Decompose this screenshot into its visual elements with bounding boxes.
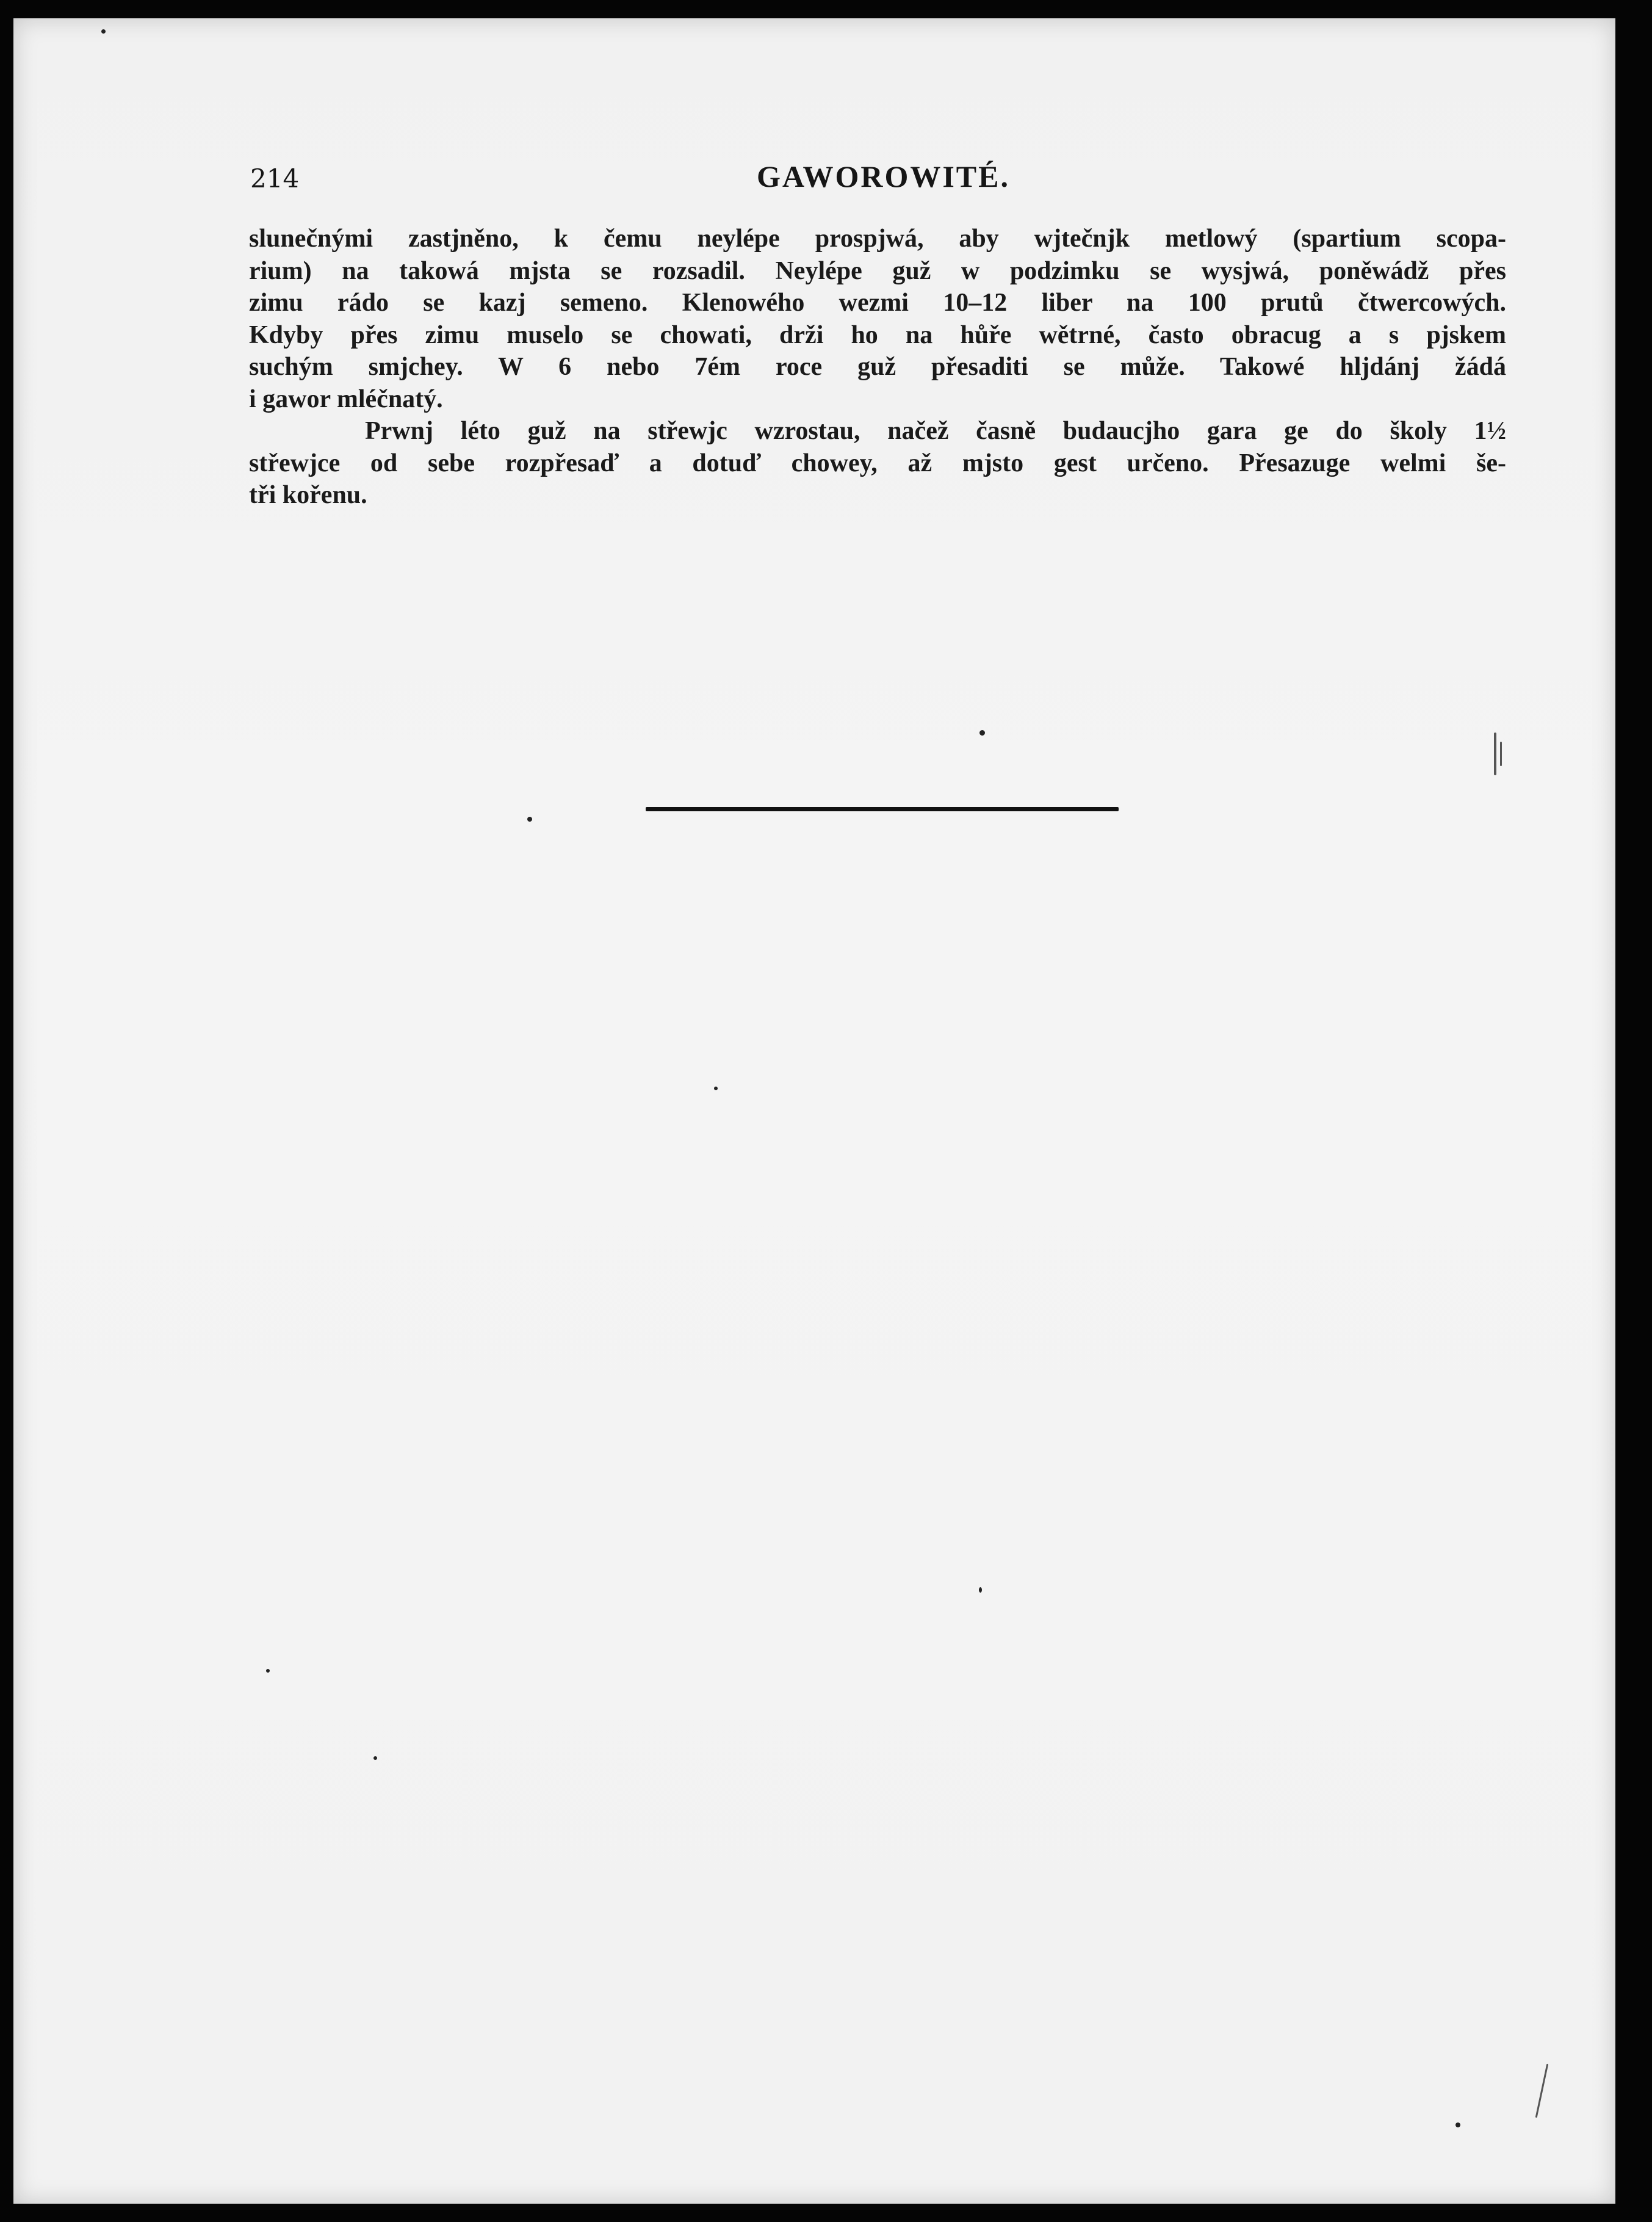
text-line: rium) na takowá mjsta se rozsadil. Neylépe guž w podzimku se wysjwá, poněwádž přes [249,256,1506,285]
page-number: 214 [250,164,300,194]
scan-speck [101,29,106,34]
text-line: střewjce od sebe rozpřesaď a dotuď chowey, až mjsto gest určeno. Přesazuge welmi še- [249,449,1506,477]
scan-speck [979,730,985,736]
section-rule [646,807,1119,811]
text-line: slunečnými zastjněno, k čemu neylépe prospjwá, aby wjtečnjk metlowý (spartium scopa- [249,225,1506,253]
text-line: Prwnj léto guž na střewjc wzrostau, načež časně budaucjho gara ge do školy 1½ [365,417,1506,445]
scan-speck [266,1669,270,1673]
text-line: i gawor mléčnatý. [249,385,443,413]
page-header [250,159,1501,200]
running-head: GAWOROWITÉ. [757,159,1011,194]
scan-speck [714,1087,718,1090]
text-line: suchým smjchey. W 6 nebo 7ém roce guž přesaditi se může. Takowé hljdánj žádá [249,353,1506,381]
text-line: zimu rádo se kazj semeno. Klenowého wezmi 10–12 liber na 100 prutů čtwercowých. [249,289,1506,317]
scan-edge-mark [1500,742,1502,766]
scan-speck [979,1587,982,1593]
scan-edge-mark [1494,733,1496,775]
body-text [249,223,1506,512]
scan-speck [373,1756,377,1760]
scan-speck [527,817,532,822]
scan-speck [1455,2122,1460,2127]
text-line: Kdyby přes zimu muselo se chowati, drži ho na hůře wětrné, často obracug a s pjskem [249,320,1506,349]
text-line: tři kořenu. [249,481,367,509]
